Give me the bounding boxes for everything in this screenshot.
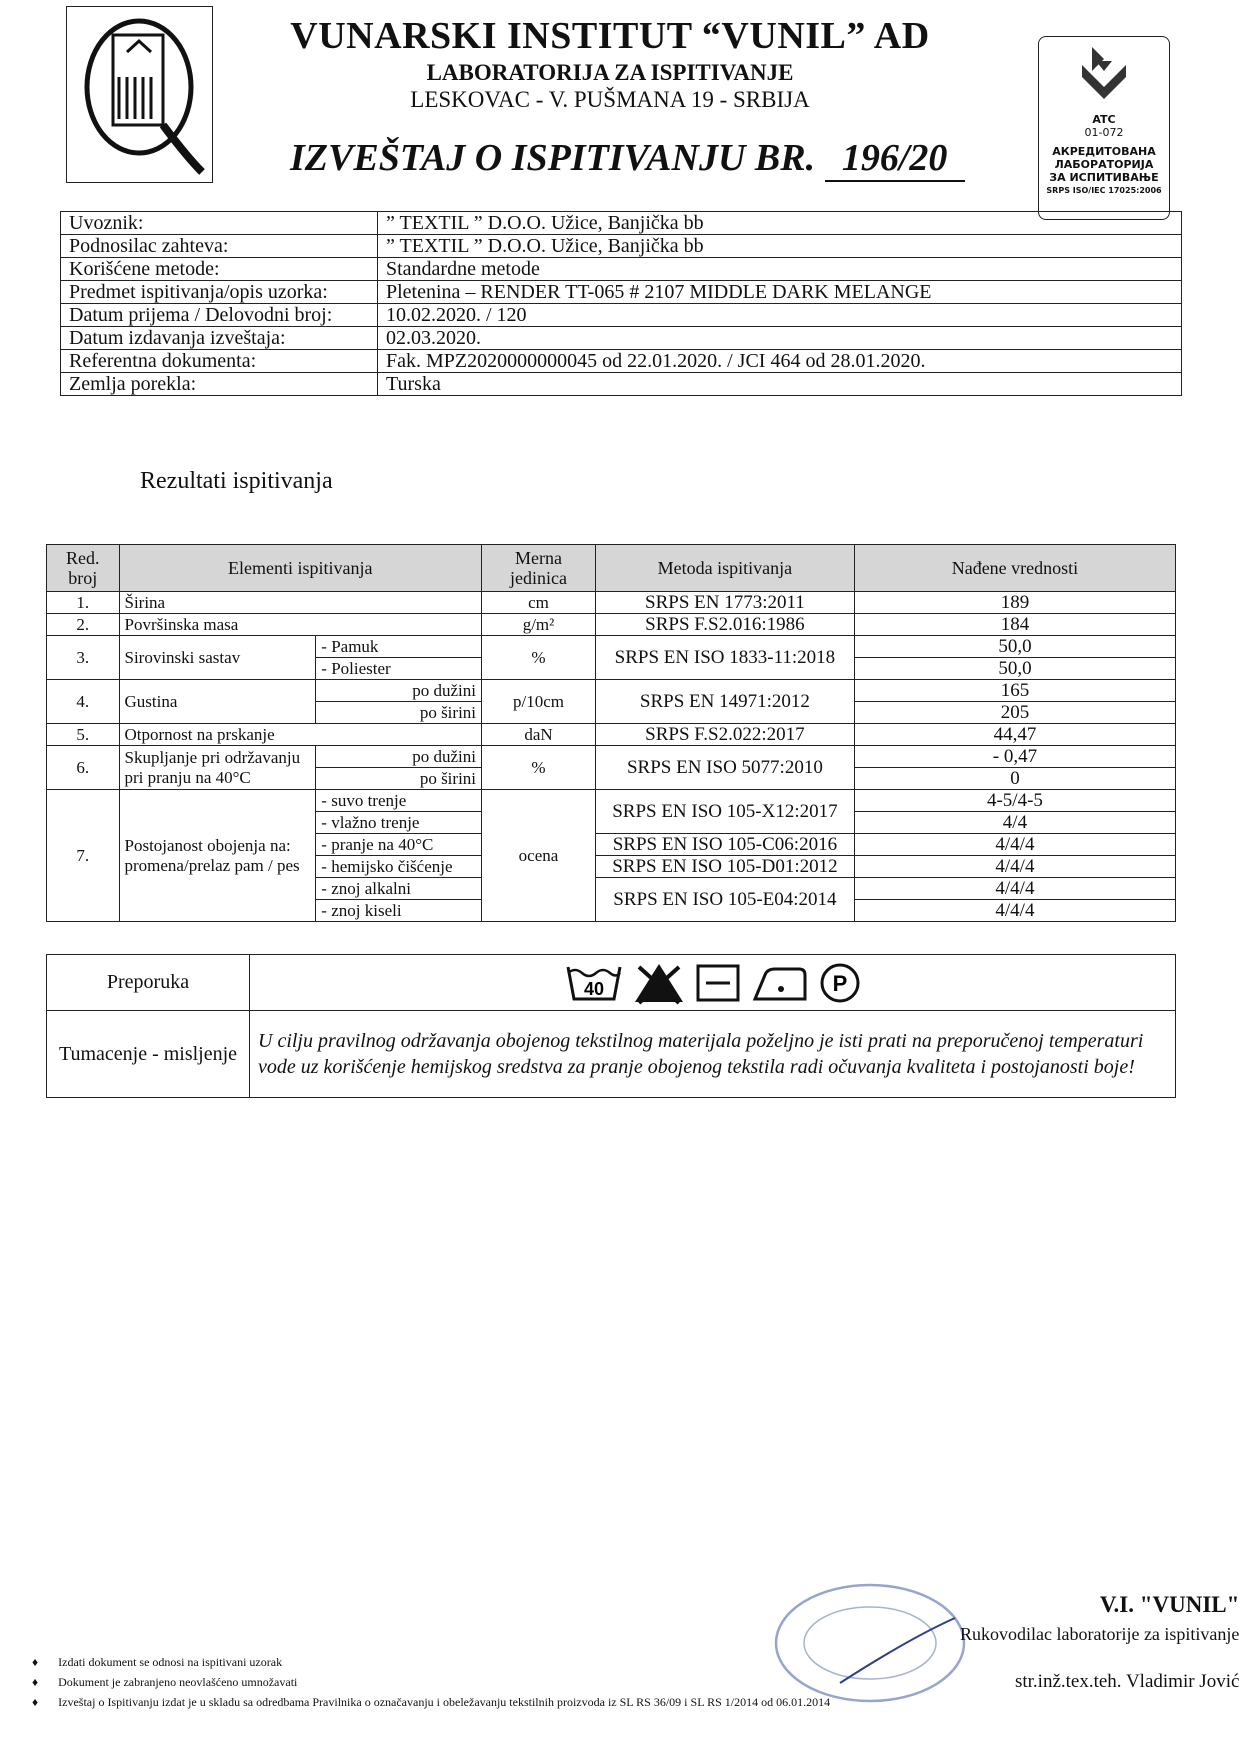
report-title: [290, 136, 965, 182]
footer-notes: [32, 1652, 830, 1712]
table-row: [61, 373, 1182, 396]
footer-note-text: Izveštaj o Ispitivanju izdat je u skladu sa odredbama Pravilnika o označavanju i obeležavanju tekstilnih proizvoda iz SL RS 36/09 i SL RS 1/2014 od 06.01.2014: [58, 1695, 831, 1709]
atc-mark-icon: [1074, 43, 1134, 105]
row-element: Gustina: [119, 680, 316, 724]
row-value: 4/4/4: [854, 856, 1175, 878]
care-symbols: [250, 955, 1176, 1011]
recommendation-label: Preporuka: [47, 955, 250, 1011]
col-header-unit: Merna jedinica: [482, 545, 596, 592]
row-sub-element: - hemijsko čišćenje: [316, 856, 482, 878]
report-prefix: IZVEŠTAJ O ISPITIVANJU BR.: [290, 137, 816, 179]
row-value: 50,0: [854, 658, 1175, 680]
atc-label: ATC: [1092, 113, 1116, 126]
row-method: SRPS F.S2.016:1986: [595, 614, 854, 636]
col-header-value: Nađene vrednosti: [854, 545, 1175, 592]
client-info-table: [60, 211, 1182, 396]
table-row: [47, 614, 1176, 636]
bullet-icon: ♦: [32, 1695, 39, 1709]
row-value: 4/4: [854, 812, 1175, 834]
row-number: 3.: [47, 636, 120, 680]
info-value: ” TEXTIL ” D.O.O. Užice, Banjička bb: [378, 212, 1182, 235]
no-bleach-icon: [633, 961, 685, 1005]
row-element: Površinska masa: [119, 614, 482, 636]
info-label: Podnosilac zahteva:: [61, 235, 378, 258]
table-row: [47, 790, 1176, 812]
row-unit: daN: [482, 724, 596, 746]
info-label: Datum izdavanja izveštaja:: [61, 327, 378, 350]
table-row: [61, 235, 1182, 258]
row-element: Širina: [119, 592, 482, 614]
row-value: 205: [854, 702, 1175, 724]
row-number: 7.: [47, 790, 120, 922]
table-row: [47, 746, 1176, 768]
table-header-row: [47, 545, 1176, 592]
table-row: [61, 304, 1182, 327]
row-element: Skupljanje pri održavanju pri pranju na 40°C: [119, 746, 316, 790]
row-unit: %: [482, 746, 596, 790]
row-number: 1.: [47, 592, 120, 614]
row-sub-element: - znoj alkalni: [316, 878, 482, 900]
row-element: Postojanost obojenja na: promena/prelaz pam / pes: [119, 790, 316, 922]
row-sub-element: - vlažno trenje: [316, 812, 482, 834]
info-label: Datum prijema / Delovodni broj:: [61, 304, 378, 327]
table-row: [47, 636, 1176, 658]
footer-note-text: Izdati dokument se odnosi na ispitivani uzorak: [58, 1655, 283, 1669]
opinion-text: U cilju pravilnog održavanja obojenog tekstilnog materijala poželjno je isti prati na preporučenoj temperaturi vode uz korišćenje hemijskog sredstva za pranje obojenog tekstila radi očuvanja kvaliteta i postojanosti boje!: [250, 1011, 1176, 1098]
wash-temp-text: 40: [583, 979, 604, 999]
table-row: [61, 212, 1182, 235]
row-unit: cm: [482, 592, 596, 614]
bullet-icon: ♦: [32, 1655, 39, 1669]
letterhead: [230, 14, 990, 113]
row-value: 44,47: [854, 724, 1175, 746]
atc-text-2: ЛАБОРАТОРИЈА: [1054, 158, 1154, 171]
opinion-row: [47, 1011, 1176, 1098]
table-row: [61, 258, 1182, 281]
table-row: [47, 592, 1176, 614]
signature-block: [960, 1592, 1239, 1693]
institute-name: VUNARSKI INSTITUT “VUNIL” AD: [290, 15, 930, 57]
footer-note: [32, 1652, 830, 1672]
col-header-element: Elementi ispitivanja: [119, 545, 482, 592]
info-value: Fak. MPZ2020000000045 od 22.01.2020. / JCI 464 od 28.01.2020.: [378, 350, 1182, 373]
row-number: 4.: [47, 680, 120, 724]
info-value: 10.02.2020. / 120: [378, 304, 1182, 327]
row-value: 50,0: [854, 636, 1175, 658]
row-method: SRPS EN 1773:2011: [595, 592, 854, 614]
row-sub-element: po dužini: [316, 680, 482, 702]
row-value: 4/4/4: [854, 900, 1175, 922]
info-value: ” TEXTIL ” D.O.O. Užice, Banjička bb: [378, 235, 1182, 258]
info-value: Turska: [378, 373, 1182, 396]
footer-note: [32, 1672, 830, 1692]
wash-40-icon: [565, 963, 623, 1003]
row-sub-element: po dužini: [316, 746, 482, 768]
row-number: 2.: [47, 614, 120, 636]
info-label: Zemlja porekla:: [61, 373, 378, 396]
info-label: Uvoznik:: [61, 212, 378, 235]
row-value: 189: [854, 592, 1175, 614]
info-value: 02.03.2020.: [378, 327, 1182, 350]
results-heading: Rezultati ispitivanja: [140, 468, 333, 494]
atc-text-3: ЗА ИСПИТИВАЊЕ: [1049, 171, 1159, 184]
table-row: [61, 281, 1182, 304]
info-value: Standardne metode: [378, 258, 1182, 281]
row-sub-element: po širini: [316, 768, 482, 790]
row-value: 165: [854, 680, 1175, 702]
report-number: 196/20: [825, 136, 965, 182]
row-value: 4/4/4: [854, 834, 1175, 856]
recommendation-table: [46, 954, 1176, 1098]
info-value: Pletenina – RENDER TT-065 # 2107 MIDDLE DARK MELANGE: [378, 281, 1182, 304]
footer-note: [32, 1692, 830, 1712]
table-row: [47, 724, 1176, 746]
table-row: [61, 350, 1182, 373]
table-row: [47, 680, 1176, 702]
row-element: Sirovinski sastav: [119, 636, 316, 680]
opinion-label: Tumacenje - misljenje: [47, 1011, 250, 1098]
row-method: SRPS EN ISO 105-D01:2012: [595, 856, 854, 878]
col-header-method: Metoda ispitivanja: [595, 545, 854, 592]
row-sub-element: po širini: [316, 702, 482, 724]
footer-note-text: Dokument je zabranjeno neovlašćeno umnožavati: [58, 1675, 298, 1689]
row-method: SRPS EN ISO 105-C06:2016: [595, 834, 854, 856]
row-method: SRPS EN 14971:2012: [595, 680, 854, 724]
bullet-icon: ♦: [32, 1675, 39, 1689]
iron-low-icon: [751, 963, 809, 1003]
row-sub-element: - suvo trenje: [316, 790, 482, 812]
row-value: 4-5/4-5: [854, 790, 1175, 812]
institute-logo: [66, 6, 213, 183]
flat-dry-icon: [695, 963, 741, 1003]
row-unit: p/10cm: [482, 680, 596, 724]
atc-text-1: АКРЕДИТОВАНА: [1052, 145, 1156, 158]
row-element: Otpornost na prskanje: [119, 724, 482, 746]
row-sub-element: - znoj kiseli: [316, 900, 482, 922]
row-method: SRPS F.S2.022:2017: [595, 724, 854, 746]
row-number: 5.: [47, 724, 120, 746]
row-method: SRPS EN ISO 105-X12:2017: [595, 790, 854, 834]
address: LESKOVAC - V. PUŠMANA 19 - SRBIJA: [410, 87, 810, 112]
row-unit: ocena: [482, 790, 596, 922]
row-sub-element: - Poliester: [316, 658, 482, 680]
col-header-no: Red. broj: [47, 545, 120, 592]
results-table: [46, 544, 1176, 922]
row-value: 0: [854, 768, 1175, 790]
signature-role: Rukovodilac laboratorije za ispitivanje: [960, 1624, 1240, 1644]
row-method: SRPS EN ISO 105-E04:2014: [595, 878, 854, 922]
dry-clean-p-icon: [819, 962, 861, 1004]
row-method: SRPS EN ISO 5077:2010: [595, 746, 854, 790]
dry-clean-letter: P: [832, 971, 847, 996]
atc-standard: SRPS ISO/IEC 17025:2006: [1046, 186, 1162, 195]
info-label: Predmet ispitivanja/opis uzorka:: [61, 281, 378, 304]
atc-code: 01-072: [1084, 126, 1124, 139]
row-sub-element: - Pamuk: [316, 636, 482, 658]
signature-name: str.inž.tex.teh. Vladimir Jović: [1014, 1671, 1240, 1692]
row-unit: g/m²: [482, 614, 596, 636]
table-row: [61, 327, 1182, 350]
signature-org: V.I. "VUNIL": [1099, 1592, 1240, 1617]
row-value: 184: [854, 614, 1175, 636]
row-value: 4/4/4: [854, 878, 1175, 900]
row-number: 6.: [47, 746, 120, 790]
row-value: - 0,47: [854, 746, 1175, 768]
row-unit: %: [482, 636, 596, 680]
row-method: SRPS EN ISO 1833-11:2018: [595, 636, 854, 680]
lab-name: LABORATORIJA ZA ISPITIVANJE: [426, 60, 794, 85]
vunil-q-logo-icon: [67, 7, 212, 182]
info-label: Korišćene metode:: [61, 258, 378, 281]
row-sub-element: - pranje na 40°C: [316, 834, 482, 856]
recommendation-row: [47, 955, 1176, 1011]
info-label: Referentna dokumenta:: [61, 350, 378, 373]
accreditation-badge: [1038, 36, 1170, 220]
